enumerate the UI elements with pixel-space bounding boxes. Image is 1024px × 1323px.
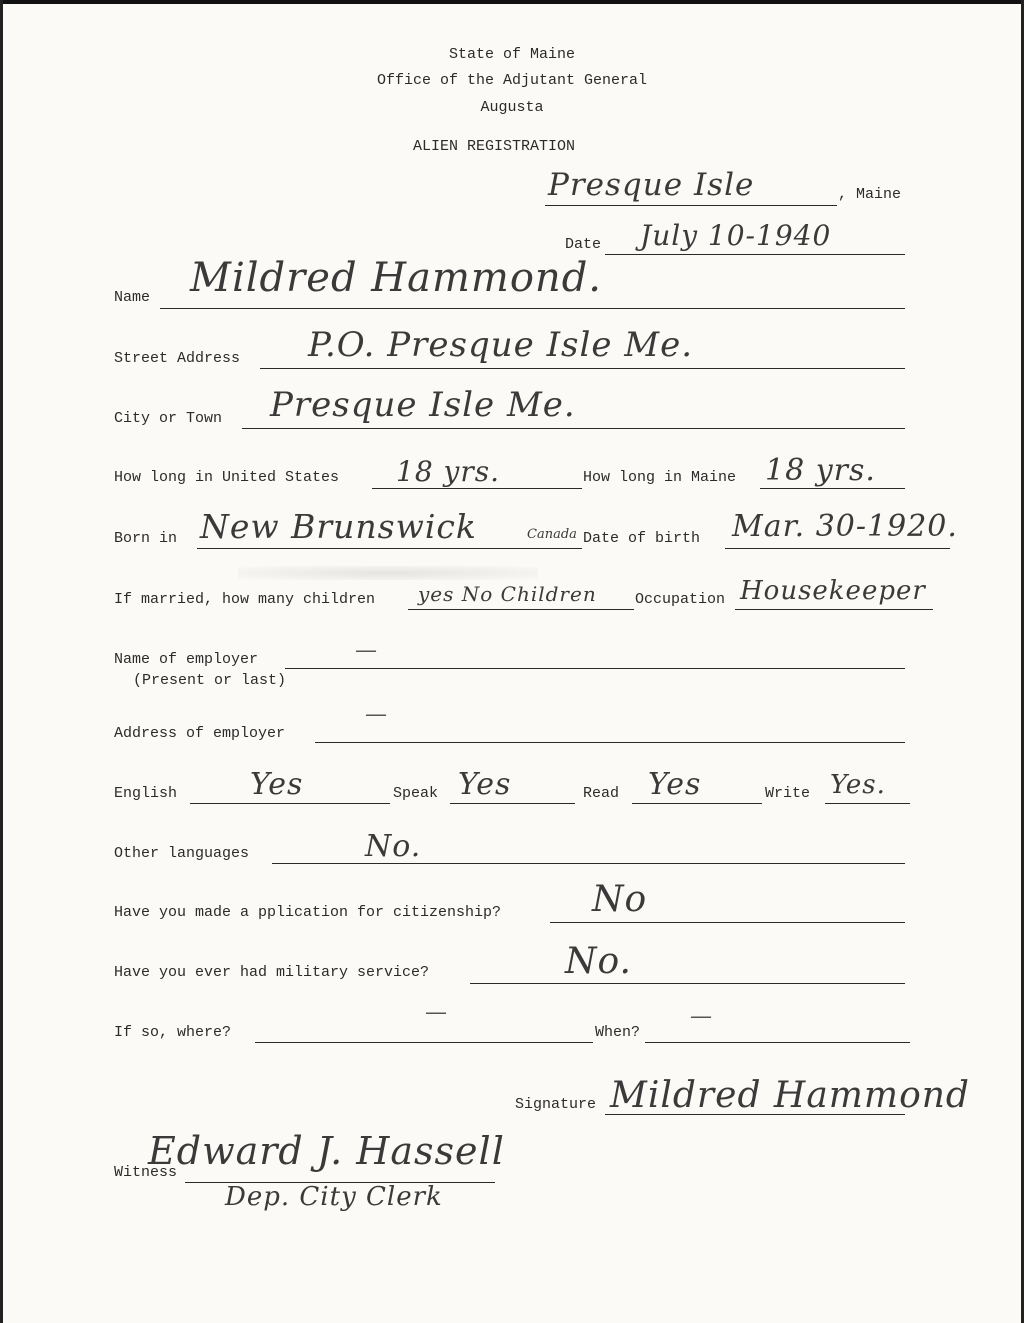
write-line (825, 803, 910, 804)
place-handwritten: Presque Isle (548, 167, 755, 203)
occupation-handwritten: Housekeeper (740, 576, 926, 606)
speak-handwritten: Yes (458, 767, 512, 802)
occupation-line (735, 609, 933, 610)
read-line (632, 803, 762, 804)
employer-address-line (315, 742, 905, 743)
employer-address-label: Address of employer (114, 725, 286, 742)
date-of-birth-line (725, 548, 950, 549)
scan-border-left (0, 0, 3, 1323)
other-languages-label: Other languages (114, 845, 250, 862)
born-in-handwritten: New Brunswick (200, 507, 477, 546)
city-label: City or Town (114, 410, 223, 427)
occupation-label: Occupation (635, 591, 726, 608)
born-in-note: Canada (527, 527, 577, 542)
employer-name-handwritten: — (355, 638, 378, 663)
witness-title: Dep. City Clerk (225, 1182, 443, 1212)
date-label: Date (565, 236, 602, 253)
header-state: State of Maine (448, 46, 576, 63)
name-line (160, 308, 905, 309)
street-address-handwritten: P.O. Presque Isle Me. (308, 325, 694, 365)
header-office: Office of the Adjutant General (376, 72, 648, 89)
military-label: Have you ever had military service? (114, 964, 430, 981)
speak-line (450, 803, 575, 804)
citizenship-label: Have you made a pplication for citizenship? (114, 904, 502, 921)
date-of-birth-handwritten: Mar. 30-1920. (732, 509, 958, 544)
employer-name-line (285, 668, 905, 669)
witness-signature: Edward J. Hassell (148, 1129, 505, 1173)
name-handwritten: Mildred Hammond. (190, 255, 603, 301)
read-label: Read (583, 785, 620, 802)
how-long-maine-line (760, 488, 905, 489)
signature-label: Signature (515, 1096, 597, 1113)
employer-address-handwritten: — (365, 702, 388, 727)
employer-name-sublabel: (Present or last) (133, 672, 287, 689)
born-in-line (197, 548, 582, 549)
if-so-where-handwritten: — (425, 1000, 448, 1025)
speak-label: Speak (393, 785, 439, 802)
date-line (605, 254, 905, 255)
military-handwritten: No. (565, 941, 632, 982)
scan-border-top (0, 0, 1024, 4)
signature-handwritten: Mildred Hammond (610, 1075, 970, 1116)
citizenship-handwritten: No (592, 879, 648, 920)
when-handwritten: — (690, 1004, 713, 1029)
paper-smudge (238, 566, 538, 580)
street-address-label: Street Address (114, 350, 241, 367)
born-in-label: Born in (114, 530, 178, 547)
english-line (190, 803, 390, 804)
when-line (645, 1042, 910, 1043)
read-handwritten: Yes (648, 767, 702, 802)
witness-label: Witness (114, 1164, 178, 1181)
city-handwritten: Presque Isle Me. (270, 385, 576, 425)
form-title: ALIEN REGISTRATION (413, 138, 576, 155)
when-label: When? (595, 1024, 641, 1041)
how-long-us-handwritten: 18 yrs. (396, 455, 501, 488)
if-so-where-line (255, 1042, 593, 1043)
header-city: Augusta (480, 99, 544, 116)
other-languages-handwritten: No. (365, 829, 422, 864)
military-line (470, 983, 905, 984)
street-address-line (260, 368, 905, 369)
how-long-maine-label: How long in Maine (583, 469, 737, 486)
write-handwritten: Yes. (830, 770, 886, 800)
name-label: Name (114, 289, 151, 306)
employer-name-label: Name of employer (114, 651, 259, 668)
english-label: English (114, 785, 178, 802)
place-suffix: , Maine (838, 186, 902, 203)
children-line (408, 609, 634, 610)
date-of-birth-label: Date of birth (583, 530, 701, 547)
how-long-us-label: How long in United States (114, 469, 340, 486)
place-line (545, 205, 837, 206)
english-handwritten: Yes (250, 767, 304, 802)
how-long-maine-handwritten: 18 yrs. (765, 453, 876, 488)
date-handwritten: July 10-1940 (640, 219, 832, 252)
write-label: Write (765, 785, 811, 802)
children-handwritten: yes No Children (418, 582, 597, 606)
how-long-us-line (372, 488, 582, 489)
city-line (242, 428, 905, 429)
children-label: If married, how many children (114, 591, 376, 608)
if-so-where-label: If so, where? (114, 1024, 232, 1041)
citizenship-line (550, 922, 905, 923)
